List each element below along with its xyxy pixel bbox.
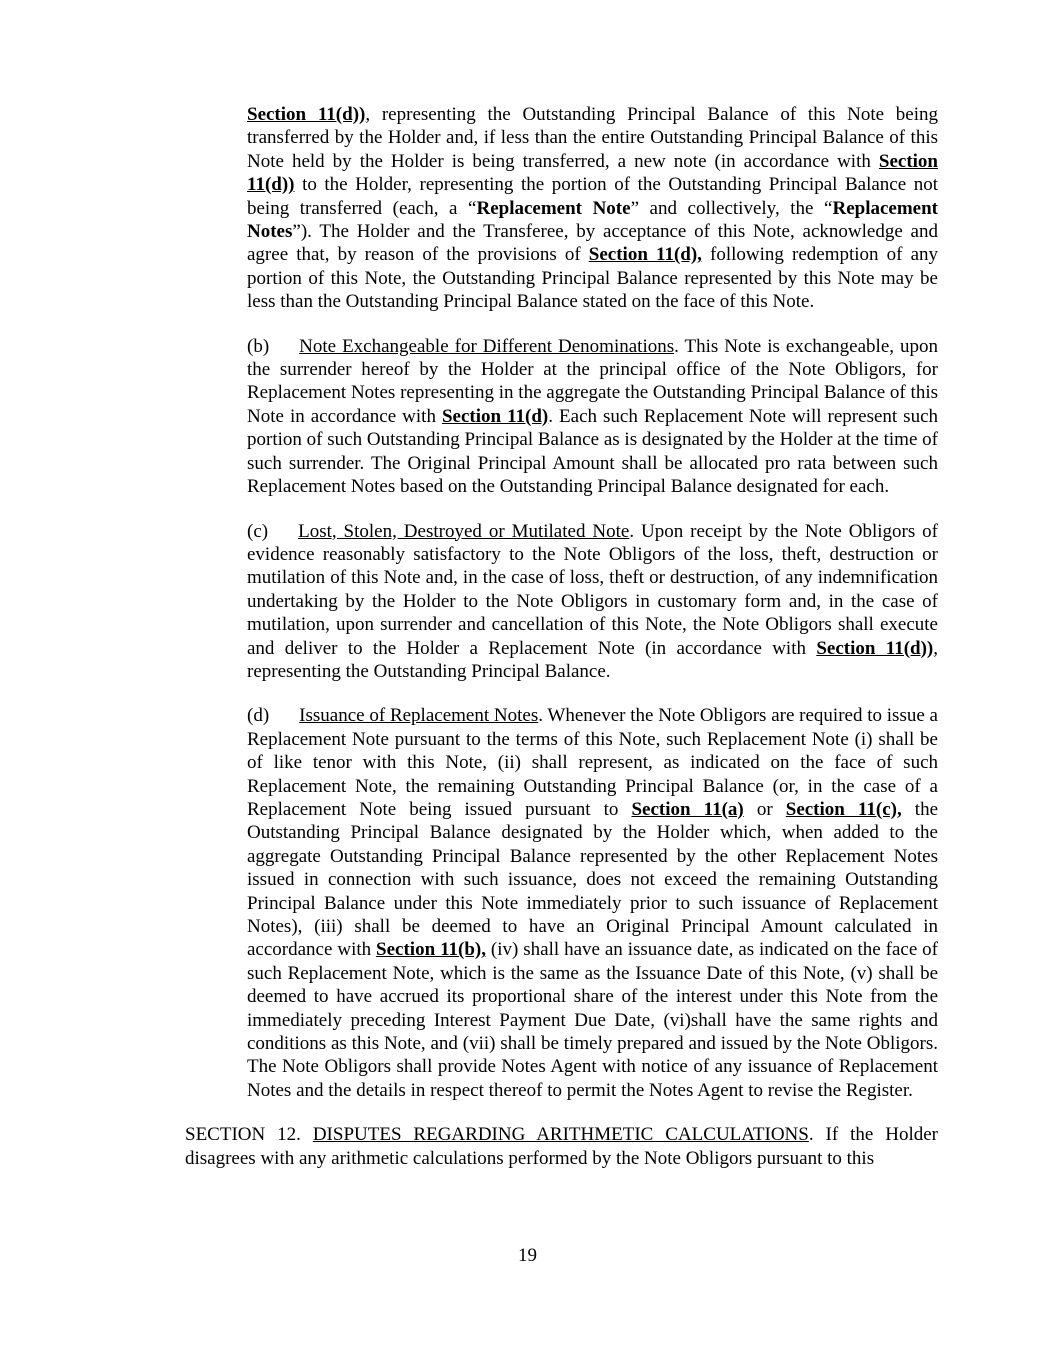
text-run: SECTION 12. — [185, 1124, 313, 1146]
text-run: , representing the Outstanding Principal Balance of this Note being transferred by the Holder and, if less than the entire Outstanding Principal Balance of this Note held by the Holder is being transferred, a new note (in accordance with — [247, 104, 938, 172]
paragraph-section-11d-continuation — [185, 103, 938, 314]
section-reference: Section 11(b), — [376, 939, 486, 961]
page-content — [185, 103, 938, 1170]
text-run: or — [743, 798, 786, 820]
underlined-heading: Issuance of Replacement Notes — [299, 705, 539, 727]
section-reference: Section 11(d)) — [247, 150, 938, 196]
text-run: the Outstanding Principal Balance designated by the Holder which, when added to the aggregate Outstanding Principal Balance represented by the other Replacement Notes issued in connection with such issuance, does not exceed the remaining Outstanding Principal Balance under this Note immediately prior to such issuance of Replacement Notes), (iii) shall be deemed to have an Original Principal Amount calculated in accordance with — [247, 798, 939, 961]
text-run: (iv) shall have an issuance date, as indicated on the face of such Replacement Note, which is the same as the Issuance Date of this Note, (v) shall be deemed to have accrued its proportional share of the interest under this Note from the immediately preceding Interest Payment Due Date, (vi)shall have the same rights and conditions as this Note, and (vii) shall be timely prepared and issued by the Note Obligors. The Note Obligors shall provide Notes Agent with notice of any issuance of Replacement Notes and the details in respect thereof to permit the Notes Agent to revise the Register. — [247, 939, 938, 1101]
section-reference: Section 11(d)) — [816, 637, 934, 659]
text-run: ”). The Holder and the Transferee, by acceptance of this Note, acknowledge and agree that, by reason of the provisions of — [247, 221, 938, 266]
paragraph-section-12 — [185, 1123, 938, 1170]
text-run: . Upon receipt by the Note Obligors of evidence reasonably satisfactory to the Note Obligors of the loss, theft, destruction or mutilation of this Note and, in the case of loss, theft or destruction, of any indemnification undertaking by the Holder to the Note Obligors in customary form and, in the case of mutilation, upon surrender and cancellation of this Note, the Note Obligors shall execute and deliver to the Holder a Replacement Note (in accordance with — [247, 520, 938, 659]
section-reference: Section 11(c), — [785, 798, 902, 820]
text-run: . This Note is exchangeable, upon the surrender hereof by the Holder at the principal office of the Note Obligors, for Replacement Notes representing in the aggregate the Outstanding Principal Balance of this Note in accordance with — [247, 335, 938, 427]
text-run: , representing the Outstanding Principal Balance. — [247, 637, 938, 682]
section-reference: Section 11(d), — [588, 244, 702, 266]
defined-term: Replacement Notes — [247, 197, 938, 243]
section-reference: Section 11(a) — [631, 798, 744, 820]
text-run: following redemption of any portion of this Note, the Outstanding Principal Balance represented by this Note may be less than the Outstanding Principal Balance stated on the face of this Note. — [247, 244, 939, 313]
page-number: 19 — [518, 1245, 537, 1266]
underlined-heading: Lost, Stolen, Destroyed or Mutilated Note — [298, 520, 630, 542]
paragraph-section-11-b — [185, 335, 938, 499]
underlined-heading: DISPUTES REGARDING ARITHMETIC CALCULATIONS — [312, 1124, 809, 1146]
underlined-heading: Note Exchangeable for Different Denominations — [299, 335, 675, 357]
text-run: (d) — [247, 705, 270, 727]
text-run: ” and collectively, the “ — [630, 197, 833, 219]
text-run: (c) — [247, 520, 269, 542]
section-reference: Section 11(d)) — [247, 104, 366, 125]
text-run: . Each such Replacement Note will represent such portion of such Outstanding Principal Balance as is designated by the Holder at the time of such surrender. The Original Principal Amount shall be allocated pro rata between such Replacement Notes based on the Outstanding Principal Balance designated for each. — [247, 405, 939, 498]
text-run: (b) — [247, 335, 270, 357]
paragraph-section-11-d — [185, 704, 938, 1102]
text-run: . If the Holder disagrees with any arithmetic calculations performed by the Note Obligors pursuant to this — [185, 1124, 938, 1169]
section-reference: Section 11(d) — [441, 405, 549, 427]
paragraph-section-11-c — [185, 520, 938, 684]
text-run: to the Holder, representing the portion of the Outstanding Principal Balance not being transferred (each, a “ — [247, 174, 938, 219]
defined-term: Replacement Note — [476, 197, 631, 219]
text-run: . Whenever the Note Obligors are required to issue a Replacement Note pursuant to the terms of this Note, such Replacement Note (i) shall be of like tenor with this Note, (ii) shall represent, as indicated on the face of such Replacement Note, the remaining Outstanding Principal Balance (or, in the case of a Replacement Note being issued pursuant to — [247, 705, 938, 820]
